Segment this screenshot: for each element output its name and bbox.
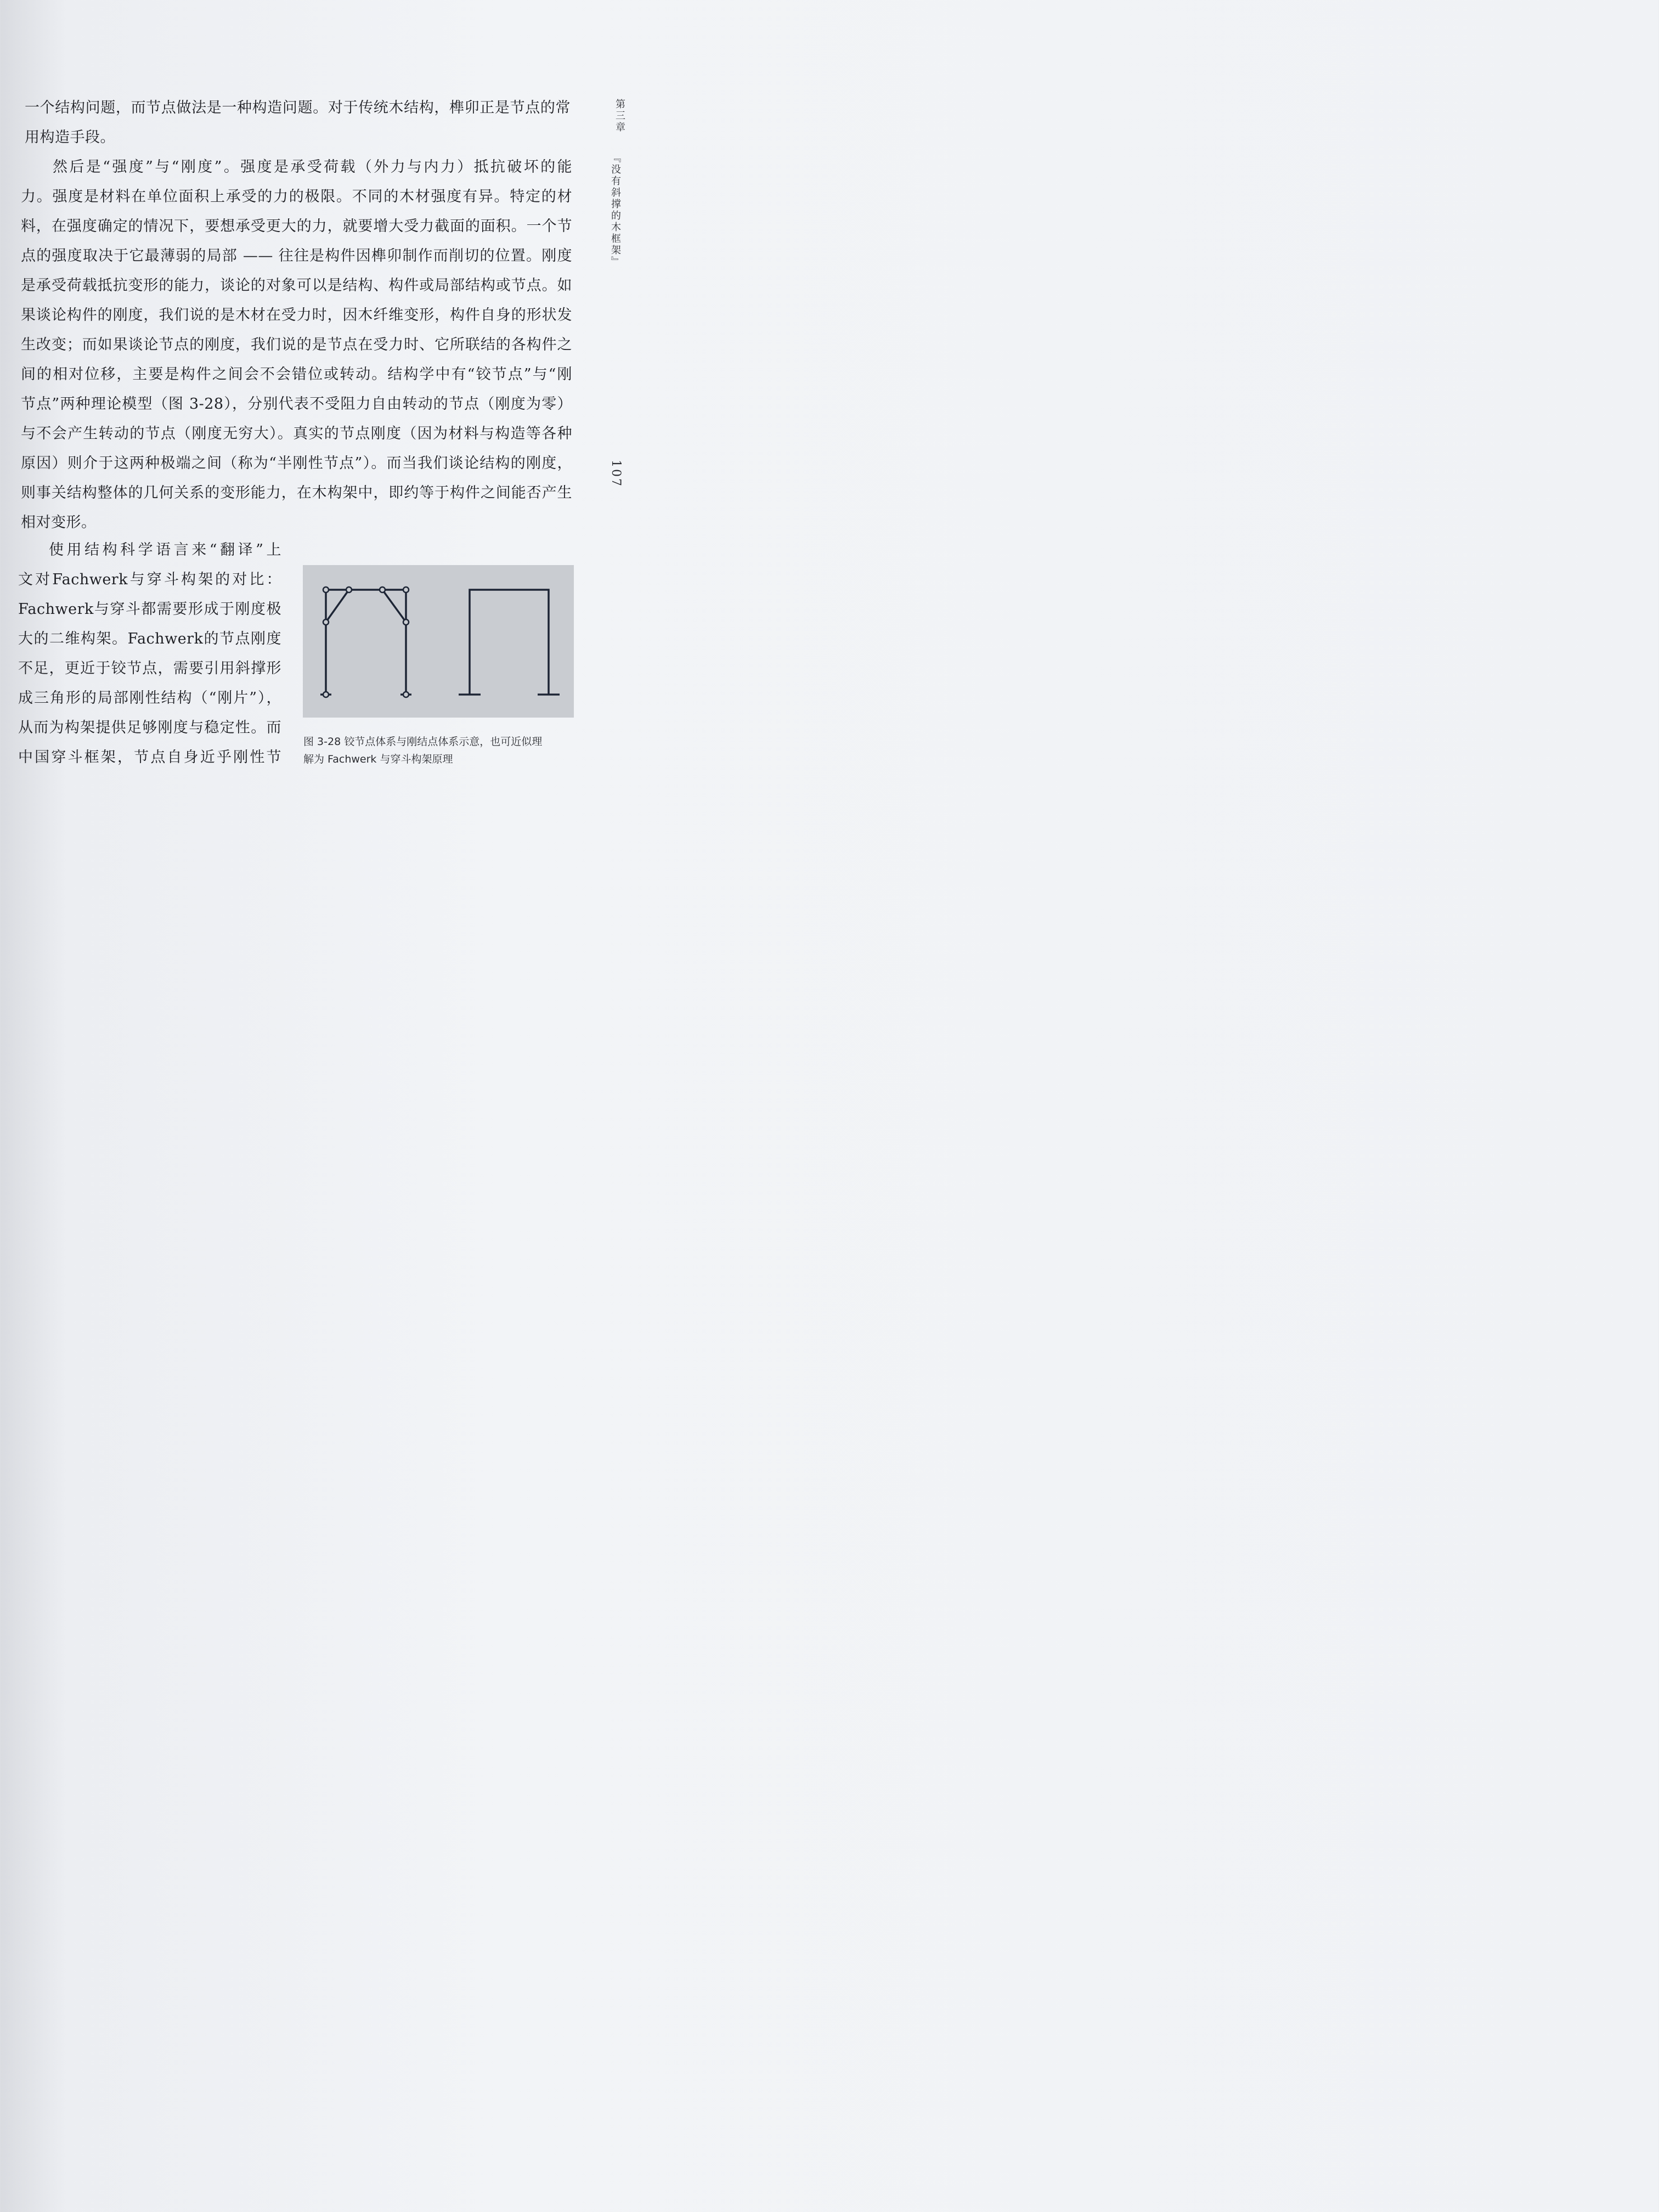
right-brace <box>382 590 406 622</box>
text-line: 使用结构科学语言来“翻译”上 <box>49 541 281 558</box>
text-line: 大的二维构架。Fachwerk的节点刚度 <box>18 630 281 647</box>
figure-3-28 <box>303 565 574 718</box>
page-number: 107 <box>609 460 623 488</box>
text-line: 用构造手段。 <box>25 129 115 146</box>
rigid-frame-diagram <box>459 590 560 695</box>
text-line: 原因）则介于这两种极端之间（称为“半刚性节点”）。而当我们谈论结构的刚度， <box>21 455 572 472</box>
text-line: 文对Fachwerk与穿斗构架的对比： <box>18 571 281 588</box>
chapter-label: 第三章 <box>614 99 625 133</box>
hinge-node <box>403 619 409 625</box>
hinge-node <box>323 619 329 625</box>
text-line: 一个结构问题，而节点做法是一种构造问题。对于传统木结构，榫卯正是节点的常 <box>25 99 571 116</box>
text-line: 成三角形的局部刚性结构（“刚片”）， <box>18 690 281 707</box>
text-line: 从而为构架提供足够刚度与稳定性。而 <box>18 719 281 736</box>
hinge-node <box>346 587 352 592</box>
hinge-node <box>323 692 329 697</box>
text-line: 则事关结构整体的几何关系的变形能力，在木构架中，即约等于构件之间能否产生 <box>21 484 572 501</box>
caption-line: 解为 Fachwerk 与穿斗构架原理 <box>303 753 453 765</box>
text-line: 是承受荷载抵抗变形的能力，谈论的对象可以是结构、构件或局部结构或节点。如 <box>21 277 572 294</box>
rigid-portal-frame <box>470 590 549 695</box>
paragraph-1 <box>25 93 571 153</box>
hinge-node <box>380 587 385 592</box>
figure-caption <box>303 733 578 768</box>
hinged-frame-diagram <box>320 587 411 697</box>
text-line: 点的强度取决于它最薄弱的局部 —— 往往是构件因榫卯制作而削切的位置。刚度 <box>21 247 572 264</box>
hinge-nodes <box>323 587 409 697</box>
text-line: 与不会产生转动的节点（刚度无穷大）。真实的节点刚度（因为材料与构造等各种 <box>21 425 572 442</box>
text-line: 节点”两种理论模型（图 3-28），分别代表不受阻力自由转动的节点（刚度为零） <box>21 396 572 413</box>
text-line: 生改变；而如果谈论节点的刚度，我们说的是节点在受力时、它所联结的各构件之 <box>21 336 572 353</box>
text-line: 力。强度是材料在单位面积上承受的力的极限。不同的木材强度有异。特定的材 <box>21 188 572 205</box>
paragraph-3 <box>18 535 281 772</box>
text-line: 不足，更近于铰节点，需要引用斜撑形 <box>18 660 281 677</box>
caption-line: 图 3-28 铰节点体系与刚结点体系示意，也可近似理 <box>303 736 543 748</box>
hinge-node <box>403 587 409 592</box>
left-brace <box>326 590 349 622</box>
paragraph-2 <box>21 153 572 538</box>
text-line: 果谈论构件的刚度，我们说的是木材在受力时，因木纤维变形，构件自身的形状发 <box>21 307 572 324</box>
hinge-node <box>323 587 329 592</box>
text-line: 中国穿斗框架，节点自身近乎刚性节 <box>18 749 281 766</box>
text-line: 相对变形。 <box>21 514 97 531</box>
book-page <box>0 0 645 860</box>
text-line: 料，在强度确定的情况下，要想承受更大的力，就要增大受力截面的面积。一个节 <box>21 218 572 235</box>
text-line: 然后是“强度”与“刚度”。强度是承受荷载（外力与内力）抵抗破坏的能 <box>53 159 572 176</box>
hinge-node <box>403 692 409 697</box>
frame-diagram <box>303 565 574 718</box>
chapter-title: 『没有斜撑的木框架』 <box>610 153 621 268</box>
text-line: Fachwerk与穿斗都需要形成于刚度极 <box>18 601 281 618</box>
text-line: 间的相对位移，主要是构件之间会不会错位或转动。结构学中有“铰节点”与“刚 <box>21 366 572 383</box>
